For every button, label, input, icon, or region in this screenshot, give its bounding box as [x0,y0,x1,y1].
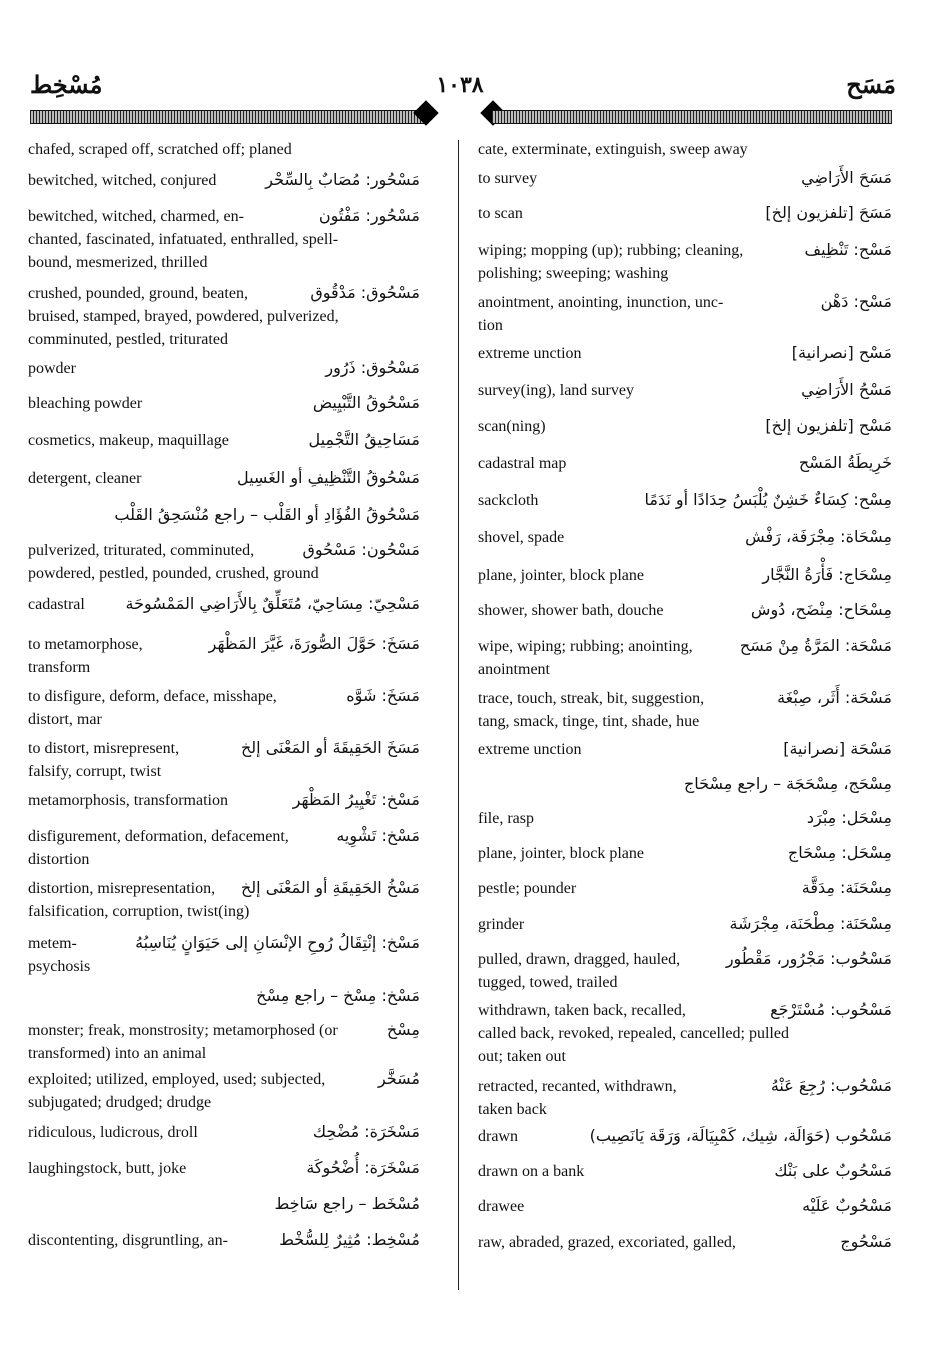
entry-arabic-headword: خَرِيطَةُ المَسْح [798,453,892,472]
entry-arabic-headword: مِسْحَنَة: مِدَقَّة [801,878,892,897]
entry-arabic-headword: مَسْحُوب: رُجِعَ عَنْهُ [770,1076,892,1095]
entry-english: to survey [478,170,538,187]
entry-arabic-headword: مَسْح: تَنْظِيف [804,240,892,259]
entry-english: discontenting, disgruntling, an- [28,1232,228,1249]
entry-arabic-headword: مَسْحُوب: مُسْتَرْجَع [770,1000,892,1019]
entry-arabic-headword: مُسْخَط – راجع سَاخِط [274,1194,420,1213]
entry-english: metamorphosis, transformation [28,792,228,809]
entry-english: wiping; mopping (up); rubbing; cleaning, [478,242,744,259]
entry-arabic-headword: مِسْحَاج: فَأْرَةُ النَّجَّار [762,565,892,584]
entry-english: drawee [478,1198,525,1215]
entry-arabic-headword: مَسْخ: تَشْوِيه [336,826,420,845]
entry-english: cosmetics, makeup, maquillage [28,432,229,449]
entry-arabic-headword: مَسْحُوق: ذَرُور [325,358,420,377]
entry-arabic-headword: مِسْحَل: مِسْحَاج [787,843,892,862]
entry-arabic-headword: مَسْخ: مِسْخ – راجع مِسْخ [256,986,420,1005]
entry-english: bewitched, witched, conjured [28,172,217,189]
entry-arabic-headword: مَسْحُوب (حَوَالَة، شِيك، كَمْبِيَالَة، وَرَقَة يَانَصِيب) [589,1126,892,1145]
entry-english: pulled, drawn, dragged, hauled, [478,951,681,968]
entry-english: retracted, recanted, withdrawn, [478,1078,677,1095]
entry-english: survey(ing), land survey [478,382,634,399]
entry-arabic-headword: مِسْحَنَة: مِطْحَنَة، مِجْرَشَة [729,914,892,933]
entry-english: wipe, wiping; rubbing; anointing, [478,638,693,655]
entry-arabic-headword: مَسْح [نصرانية] [791,343,892,362]
entry-english-continuation: anointment [478,661,550,678]
entry-english-continuation: transform [28,659,91,676]
entry-arabic-headword: مَسْحِيّ: مِسَاحِيّ، مُتَعَلِّقٌ بِالأَرَاضِي المَمْسُوحَة [125,594,420,613]
entry-english: plane, jointer, block plane [478,567,644,584]
entry-english: exploited; utilized, employed, used; subjected, [28,1071,326,1088]
entry-english: monster; freak, monstrosity; metamorphosed (or [28,1022,338,1039]
entry-english-continuation: tugged, towed, trailed [478,974,618,991]
entry-arabic-headword: مَسْحَة [نصرانية] [783,739,892,758]
entry-english: drawn [478,1128,518,1145]
entry-arabic-headword: مُسَخَّر [378,1069,420,1088]
entry-arabic-headword: مَسَخَ: شَوَّه [346,686,420,705]
entry-english: file, rasp [478,810,534,827]
entry-arabic-headword: مِسْحَل: مِبْرَد [806,808,892,827]
entry-english: plane, jointer, block plane [478,845,644,862]
header-right-word: مَسَح [846,70,896,99]
header-rule-left [30,110,426,124]
entry-english: laughingstock, butt, joke [28,1160,187,1177]
entry-english: chafed, scraped off, scratched off; planed [28,141,292,158]
entry-english-continuation: out; taken out [478,1048,566,1065]
entry-arabic-headword: مِسْح: كِسَاءٌ خَشِنٌ يُلْبَسُ حِدَادًا أو نَدَمًا [644,490,892,509]
entry-arabic-headword: مَسْخُ الحَقِيقَةِ أو المَعْنَى إلخ [240,878,420,897]
column-divider [458,140,459,1290]
entry-arabic-headword: مَسْخ: تَغْيِيرُ المَظْهَر [292,790,420,809]
entry-english: to disfigure, deform, deface, misshape, [28,688,277,705]
entry-english-continuation: bound, mesmerized, thrilled [28,254,208,271]
entry-english: distortion, misrepresentation, [28,880,216,897]
entry-english: to scan [478,205,523,222]
entry-english-continuation: powdered, pestled, pounded, crushed, ground [28,565,319,582]
entry-arabic-headword: مِسْحَاح: مِنْضَح، دُوش [750,600,892,619]
entry-english-continuation: falsification, corruption, twist(ing) [28,903,250,920]
entry-arabic-headword: مَسْحُوقُ التَّنْظِيفِ أو الغَسِيل [236,468,420,487]
entry-english: pulverized, triturated, comminuted, [28,542,255,559]
entry-english: drawn on a bank [478,1163,585,1180]
entry-english-continuation: subjugated; drudged; drudge [28,1094,212,1111]
entry-english-continuation: falsify, corrupt, twist [28,763,162,780]
entry-english: cadastral [28,596,85,613]
entry-arabic-headword: مَسْحُوقُ الفُؤَادِ أو القَلْب – راجع مُنْسَحِقُ القَلْب [114,505,420,524]
entry-english: powder [28,360,76,377]
entry-english-continuation: taken back [478,1101,547,1118]
entry-arabic-headword: مَسْحُور: مُصَابٌ بِالسِّحْر [265,170,420,189]
entry-arabic-headword: مَسَخَ: حَوَّلَ الصُّورَةَ، غَيَّرَ المَظْهَر [208,634,420,653]
entry-english-continuation: tang, smack, tinge, tint, shade, hue [478,713,700,730]
entry-english: shovel, spade [478,529,565,546]
entry-english: crushed, pounded, ground, beaten, [28,285,248,302]
entry-english: anointment, anointing, inunction, unc- [478,294,724,311]
entry-english: trace, touch, streak, bit, suggestion, [478,690,705,707]
entry-arabic-headword: مِسْخ [386,1020,420,1039]
entry-arabic-headword: مَسْحُور: مَفْتُون [318,206,420,225]
entry-english: cadastral map [478,455,567,472]
entry-english-continuation: comminuted, pestled, triturated [28,331,228,348]
entry-arabic-headword: مَسْحَة: المَرَّةُ مِنْ مَسَح [739,636,892,655]
entry-arabic-headword: مَسَاحِيقُ التَّجْمِيل [308,430,420,449]
entry-english: bleaching powder [28,395,143,412]
entry-english: ridiculous, ludicrous, droll [28,1124,198,1141]
entry-arabic-headword: مِسْحَج، مِسْحَجَة – راجع مِسْحَاج [683,774,892,793]
page-number: ١٠٣٨ [436,72,484,98]
header-left-word: مُسْخِط [30,70,103,99]
entry-english: to metamorphose, [28,636,143,653]
entry-english: grinder [478,916,525,933]
header-rule-right [492,110,892,124]
entry-english: to distort, misrepresent, [28,740,180,757]
entry-arabic-headword: مَسْحُ الأَرَاضِي [801,380,892,399]
entry-arabic-headword: مَسْحُوب: مَجْرُور، مَقْطُور [725,949,892,968]
entry-english: metem- [28,935,77,952]
entry-arabic-headword: مِسْحَاة: مِجْرَفَة، رَفْش [745,527,892,546]
entry-arabic-headword: مَسْخ: إنْتِقَالُ رُوحِ الإنْسَانِ إلى حَيَوَانٍ يُنَاسِبُهُ [135,933,420,952]
entry-english-continuation: tion [478,317,503,334]
entry-arabic-headword: مَسْحُوبٌ عَلَيْه [802,1196,892,1215]
entry-arabic-headword: مَسْحَة: أَثَر، صِبْغَة [777,688,892,707]
entry-arabic-headword: مَسْحُوقُ التَّبْيِيض [312,393,420,412]
entry-arabic-headword: مَسْحُوق: مَدْقُوق [310,283,420,302]
entry-english-continuation: distort, mar [28,711,102,728]
entry-arabic-headword: مَسَحَ الأَرَاضِي [801,168,892,187]
entry-english-continuation: polishing; sweeping; washing [478,265,669,282]
entry-english: disfigurement, deformation, defacement, [28,828,289,845]
entry-english-continuation: distortion [28,851,90,868]
entry-arabic-headword: مَسْح: دَهْن [820,292,892,311]
entry-arabic-headword: مَسْخَرَة: مُضْحِك [312,1122,420,1141]
entry-english-continuation: psychosis [28,958,91,975]
entry-arabic-headword: مَسْحُوبٌ على بَنْك [774,1161,892,1180]
entry-english: bewitched, witched, charmed, en- [28,208,244,225]
entry-english: shower, shower bath, douche [478,602,664,619]
entry-arabic-headword: مَسْخَرَة: أُضْحُوكَة [306,1158,420,1177]
entry-english-continuation: transformed) into an animal [28,1045,207,1062]
entry-english: sackcloth [478,492,539,509]
entry-arabic-headword: مَسْح [تلفزيون إلخ] [765,416,892,435]
entry-arabic-headword: مُسْخِط: مُثِيرٌ لِلسُّخْط [279,1230,420,1249]
entry-arabic-headword: مَسَحَ [تلفزيون إلخ] [765,203,892,222]
entry-english-continuation: bruised, stamped, brayed, powdered, pulverized, [28,308,339,325]
entry-english-continuation: called back, revoked, repealed, cancelled; pulled [478,1025,789,1042]
entry-english: cate, exterminate, extinguish, sweep away [478,141,748,158]
entry-arabic-headword: مَسْحُون: مَسْحُوق [302,540,420,559]
entry-english: detergent, cleaner [28,470,142,487]
entry-english: extreme unction [478,741,582,758]
entry-arabic-headword: مَسْحُوج [840,1232,892,1251]
entry-english: scan(ning) [478,418,546,435]
entry-english: withdrawn, taken back, recalled, [478,1002,686,1019]
entry-english: pestle; pounder [478,880,577,897]
entry-arabic-headword: مَسَخَ الحَقِيقَةَ أو المَعْنَى إلخ [240,738,420,757]
entry-english-continuation: chanted, fascinated, infatuated, enthralled, spell- [28,231,339,248]
entry-english: raw, abraded, grazed, excoriated, galled, [478,1234,736,1251]
entry-english: extreme unction [478,345,582,362]
